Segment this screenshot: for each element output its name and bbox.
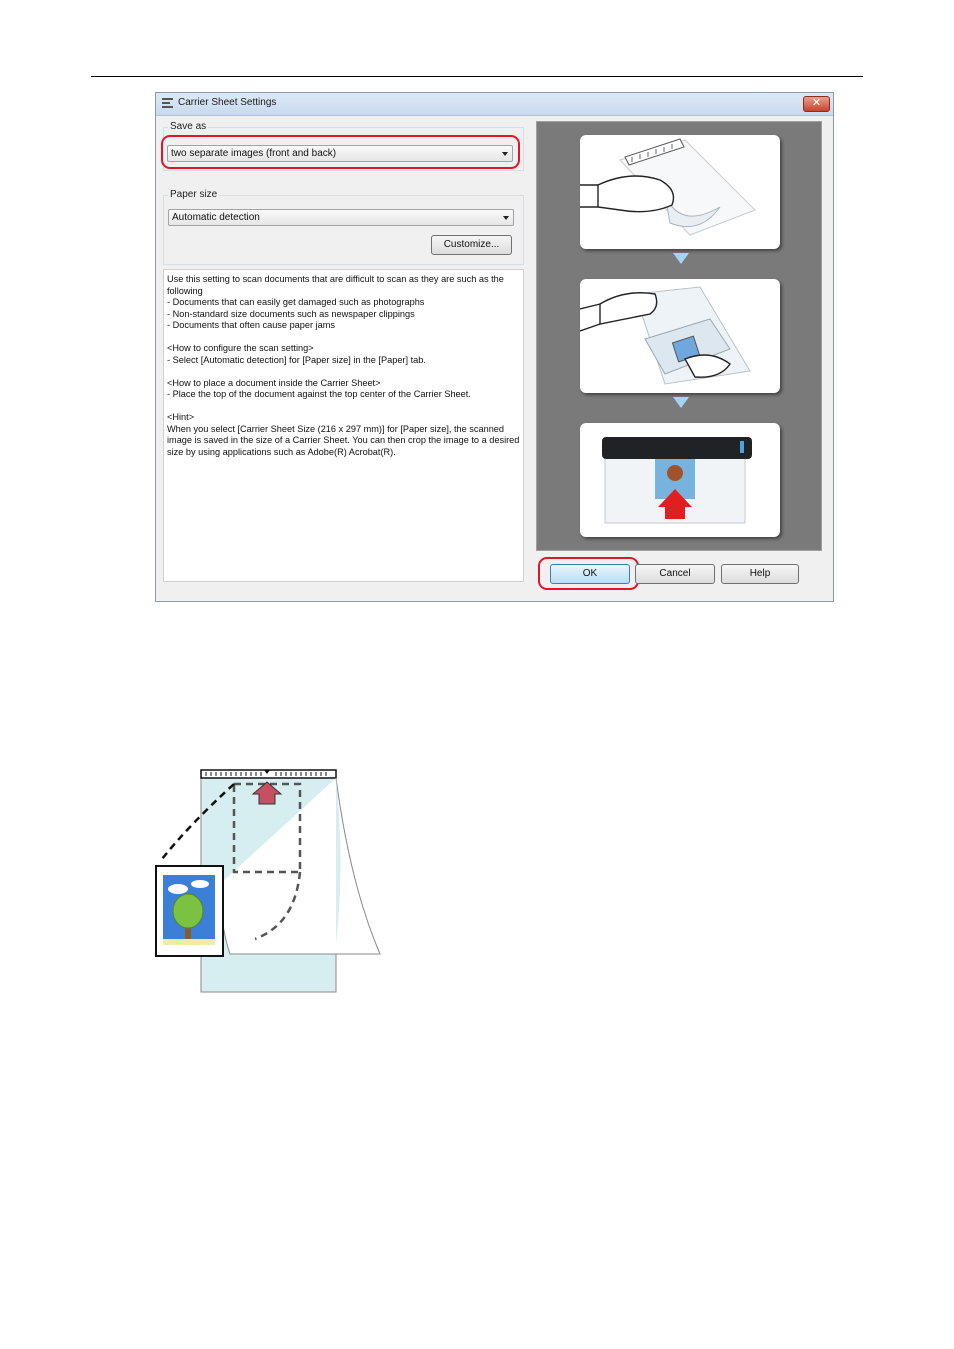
customize-button[interactable]: Customize...	[431, 235, 512, 255]
down-arrow-icon	[673, 397, 689, 408]
down-arrow-icon	[673, 253, 689, 264]
dropdown-arrow-icon	[503, 216, 509, 220]
dialog-title: Carrier Sheet Settings	[178, 97, 277, 108]
ok-button[interactable]: OK	[550, 564, 630, 584]
step-2-illustration	[580, 279, 780, 393]
save-as-highlight	[161, 135, 520, 169]
close-button[interactable]	[803, 96, 830, 112]
carrier-sheet-diagram	[150, 764, 390, 998]
paper-size-label: Paper size	[170, 189, 218, 200]
save-as-label: Save as	[170, 121, 207, 132]
system-menu-icon[interactable]	[162, 98, 173, 108]
carrier-sheet-settings-dialog	[155, 92, 834, 602]
preview-panel	[536, 121, 822, 551]
help-button[interactable]: Help	[721, 564, 799, 584]
cancel-button[interactable]: Cancel	[635, 564, 715, 584]
paper-size-value: Automatic detection	[172, 212, 260, 223]
description-text: Use this setting to scan documents that are difficult to scan as they are such as the following - Documents that can easily get damaged such as photographs - Non-standard size documents such as newspaper clippings - Documents that often cause paper jams <How to configure the scan setting> - Select [Automatic detection] for [Paper size] in the [Paper] tab. <How to place a document inside the Carrier Sheet> - Place the top of the document against the top center of the Carrier Sheet. <Hint> When you select [Carrier Sheet Size (216 x 297 mm)] for [Paper size], the scanned image is saved in the size of a Carrier Sheet. You can then crop the image to a desired size by using applications such as Adobe(R) Acrobat(R).	[163, 269, 524, 582]
step-1-illustration	[580, 135, 780, 249]
close-icon: ✕	[811, 97, 822, 109]
save-as-value: two separate images (front and back)	[171, 148, 337, 159]
page-top-rule	[91, 76, 863, 77]
step-3-illustration	[580, 423, 780, 537]
title-bar	[156, 93, 833, 116]
paper-size-dropdown[interactable]	[168, 209, 514, 226]
